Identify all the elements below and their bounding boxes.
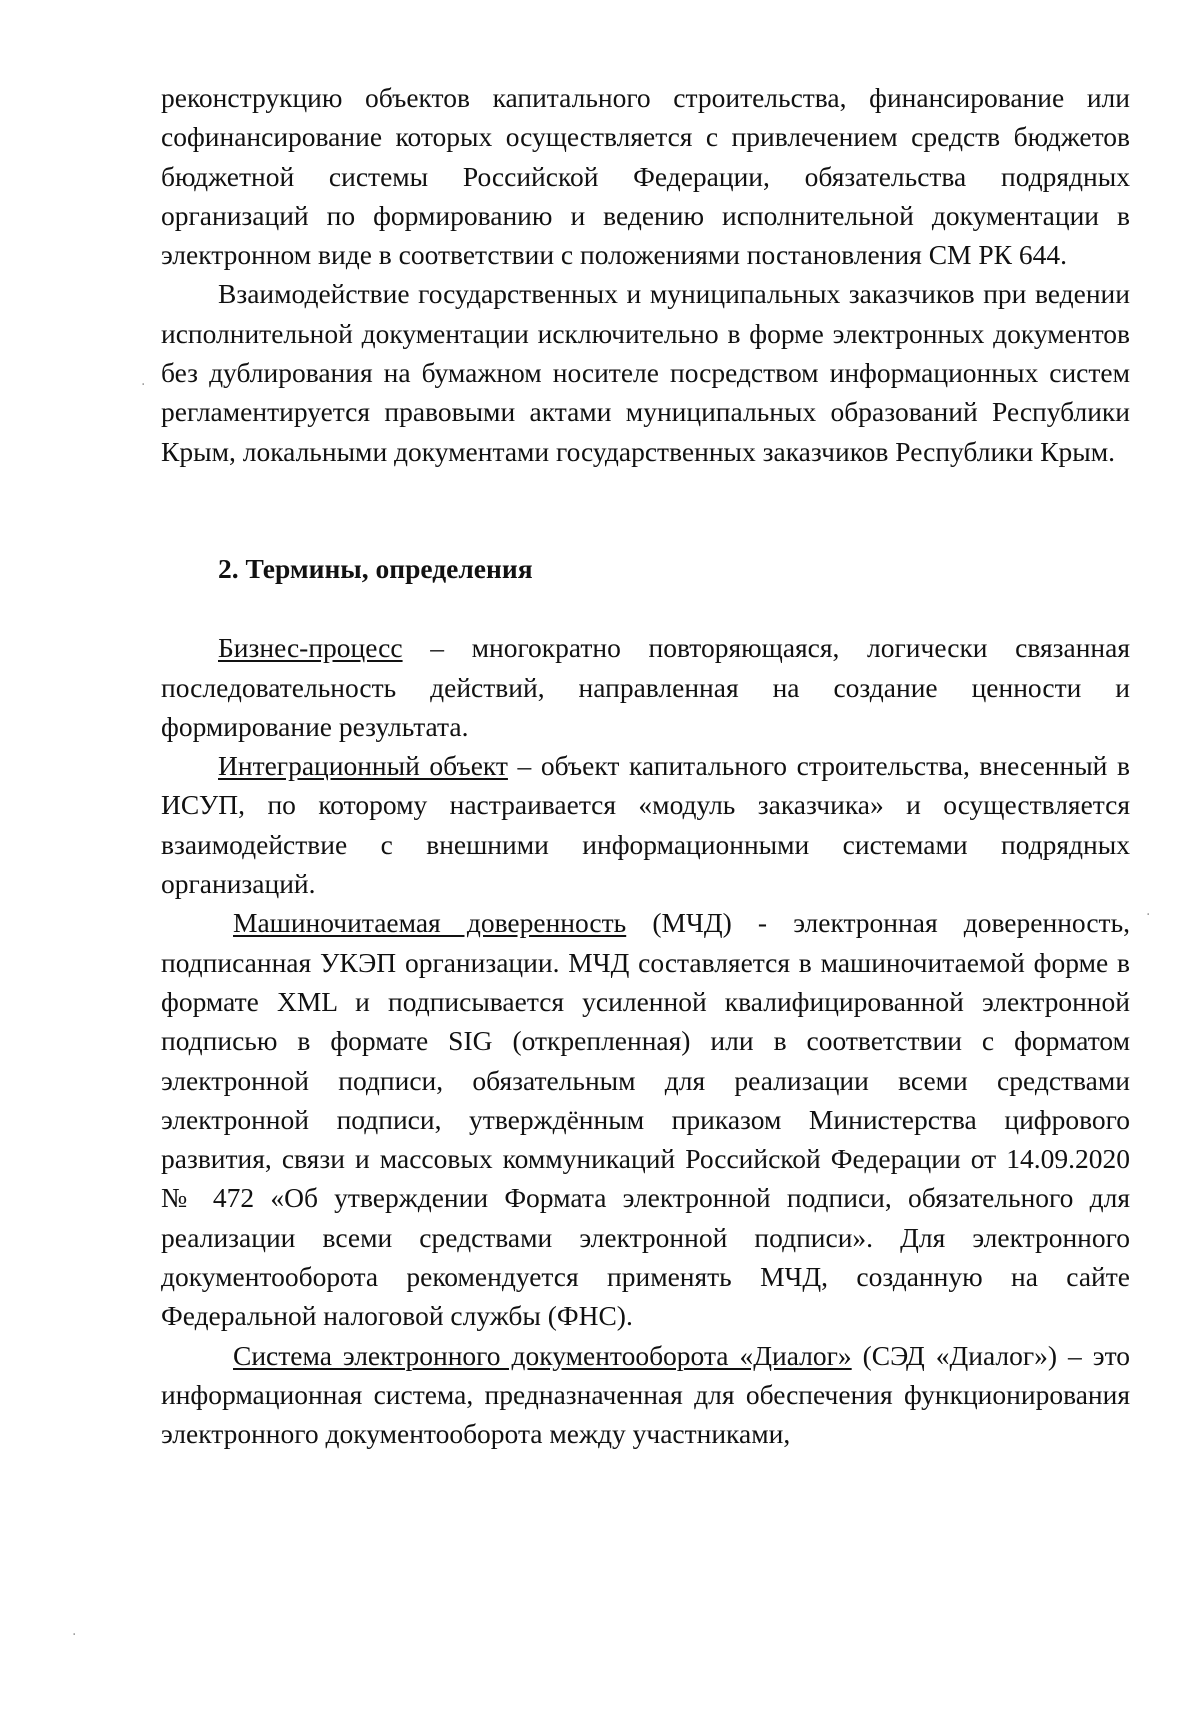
definition-machine-readable-poa xyxy=(161,903,1130,1335)
scan-speck: · xyxy=(141,377,146,393)
spacer xyxy=(161,588,1130,628)
definition-term: Машиночитаемая доверенность xyxy=(233,907,627,939)
document-page xyxy=(161,78,1130,1454)
definition-term: Система электронного документооборота «Диалог» xyxy=(233,1339,852,1371)
scan-speck: · xyxy=(72,1627,77,1643)
paragraph-intro-continuation: реконструкцию объектов капитального строительства, финансирование или софинансирование которых осуществляется с привлечением средств бюджетов бюджетной системы Российской Федерации, обязательства подрядных организаций по формированию и ведению исполнительной документации в электронном виде в соответствии с положениями постановления СМ РК 644. xyxy=(161,82,1130,271)
definition-text: – многократно повторяющаяся, логически связанная последовательность действий, направленная на создание ценности и формирование результата. xyxy=(161,632,1130,742)
definition-edms-dialog xyxy=(161,1336,1130,1454)
paragraph-interaction: Взаимодействие государственных и муниципальных заказчиков при ведении исполнительной документации исключительно в форме электронных документов без дублирования на бумажном носителе посредством информационных систем регламентируется правовыми актами муниципальных образований Республики Крым, локальными документами государственных заказчиков Республики Крым. xyxy=(161,278,1130,467)
definition-text: – объект капитального строительства, внесенный в ИСУП, по которому настраивается «модуль заказчика» и осуществляется взаимодействие с внешними информационными системами подрядных организаций. xyxy=(161,750,1130,900)
definition-term: Интеграционный объект xyxy=(218,750,508,782)
definition-text: (СЭД «Диалог») – это информационная система, предназначенная для обеспечения функционирования электронного документооборота между участниками, xyxy=(161,1339,1130,1450)
spacer xyxy=(161,471,1130,549)
definition-business-process xyxy=(161,628,1130,746)
definition-term: Бизнес-процесс xyxy=(218,632,403,664)
definition-text: (МЧД) - электронная доверенность, подписанная УКЭП организации. МЧД составляется в машиночитаемой форме в формате XML и подписывается усиленной квалифицированной электронной подписью в формате SIG (открепленная) или в соответствии с форматом электронной подписи, обязательным для реализации всеми средствами электронной подписи, утверждённым приказом Министерства цифрового развития, связи и массовых коммуникаций Российской Федерации от 14.09.2020 № 472 «Об утверждении Формата электронной подписи, обязательного для реализации всеми средствами электронной подписи». Для электронного документооборота рекомендуется применять МЧД, созданную на сайте Федеральной налоговой службы (ФНС). xyxy=(161,907,1130,1332)
definition-integration-object xyxy=(161,746,1130,903)
section-heading: 2. Термины, определения xyxy=(218,552,533,584)
scan-speck: · xyxy=(1146,907,1151,923)
